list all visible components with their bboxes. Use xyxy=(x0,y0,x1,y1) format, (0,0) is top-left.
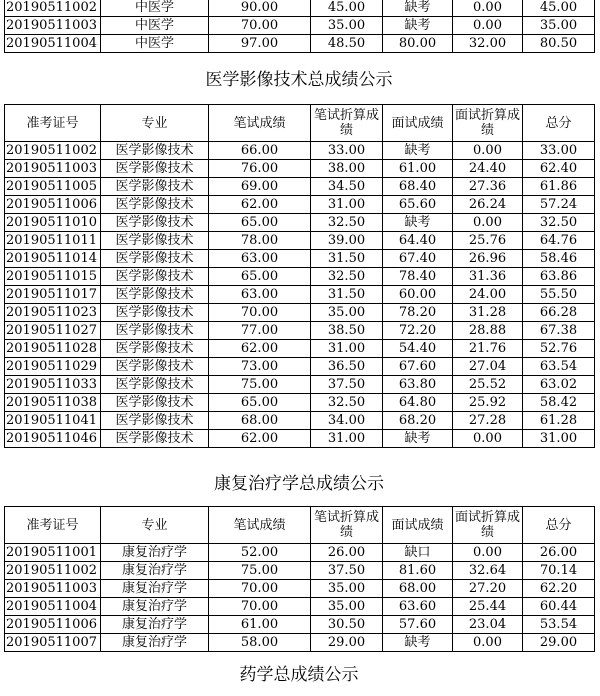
cell-written-converted: 30.50 xyxy=(311,616,383,634)
cell-major: 康复治疗学 xyxy=(101,616,209,634)
cell-written-converted: 31.00 xyxy=(311,340,383,358)
cell-interview-converted: 0.00 xyxy=(453,17,523,35)
cell-interview-score: 68.20 xyxy=(383,412,453,430)
cell-written-score: 70.00 xyxy=(209,598,311,616)
cell-interview-converted: 27.20 xyxy=(453,580,523,598)
cell-written-score: 65.00 xyxy=(209,214,311,232)
header-exam-id: 准考证号 xyxy=(5,507,101,544)
cell-interview-converted: 26.96 xyxy=(453,250,523,268)
cell-major: 医学影像技术 xyxy=(101,142,209,160)
cell-interview-score: 63.60 xyxy=(383,598,453,616)
cell-major: 中医学 xyxy=(101,0,209,17)
cell-total: 58.42 xyxy=(523,394,595,412)
cell-exam-id: 20190511011 xyxy=(5,232,101,250)
cell-total: 63.02 xyxy=(523,376,595,394)
table-row xyxy=(5,268,595,286)
cell-interview-score: 缺考 xyxy=(383,17,453,35)
cell-written-converted: 37.50 xyxy=(311,562,383,580)
cell-interview-score: 缺考 xyxy=(383,214,453,232)
cell-written-converted: 33.00 xyxy=(311,142,383,160)
cell-total: 35.00 xyxy=(523,17,595,35)
cell-exam-id: 20190511002 xyxy=(5,142,101,160)
cell-written-score: 73.00 xyxy=(209,358,311,376)
cell-major: 中医学 xyxy=(101,17,209,35)
cell-interview-score: 缺考 xyxy=(383,430,453,448)
cell-total: 58.46 xyxy=(523,250,595,268)
cell-interview-score: 64.80 xyxy=(383,394,453,412)
cell-major: 康复治疗学 xyxy=(101,544,209,562)
cell-interview-converted: 24.40 xyxy=(453,160,523,178)
cell-major: 医学影像技术 xyxy=(101,178,209,196)
cell-written-score: 76.00 xyxy=(209,160,311,178)
table-row xyxy=(5,430,595,448)
cell-exam-id: 20190511029 xyxy=(5,358,101,376)
cell-written-converted: 45.00 xyxy=(311,0,383,17)
cell-written-score: 52.00 xyxy=(209,544,311,562)
cell-interview-score: 60.00 xyxy=(383,286,453,304)
cell-interview-score: 缺口 xyxy=(383,544,453,562)
cell-interview-converted: 27.04 xyxy=(453,358,523,376)
cell-total: 53.54 xyxy=(523,616,595,634)
cell-interview-score: 61.00 xyxy=(383,160,453,178)
cell-exam-id: 20190511003 xyxy=(5,17,101,35)
table-row xyxy=(5,160,595,178)
cell-total: 63.54 xyxy=(523,358,595,376)
cell-written-converted: 39.00 xyxy=(311,232,383,250)
cell-major: 医学影像技术 xyxy=(101,322,209,340)
section-title-pharmacy: 药学总成绩公示 xyxy=(239,665,359,685)
cell-written-score: 68.00 xyxy=(209,412,311,430)
cell-interview-converted: 31.28 xyxy=(453,304,523,322)
cell-interview-score: 54.40 xyxy=(383,340,453,358)
cell-total: 67.38 xyxy=(523,322,595,340)
cell-major: 康复治疗学 xyxy=(101,580,209,598)
medical-imaging-table-body xyxy=(5,142,595,448)
cell-major: 医学影像技术 xyxy=(101,394,209,412)
cell-total: 57.24 xyxy=(523,196,595,214)
cell-major: 中医学 xyxy=(101,35,209,53)
cell-written-converted: 32.50 xyxy=(311,268,383,286)
cell-total: 70.14 xyxy=(523,562,595,580)
cell-total: 52.76 xyxy=(523,340,595,358)
cell-written-score: 78.00 xyxy=(209,232,311,250)
cell-written-converted: 34.50 xyxy=(311,178,383,196)
rehabilitation-score-table xyxy=(4,506,595,652)
cell-total: 55.50 xyxy=(523,286,595,304)
cell-written-converted: 36.50 xyxy=(311,358,383,376)
cell-major: 康复治疗学 xyxy=(101,562,209,580)
table-row xyxy=(5,358,595,376)
cell-written-converted: 38.50 xyxy=(311,322,383,340)
cell-written-converted: 26.00 xyxy=(311,544,383,562)
cell-written-converted: 34.00 xyxy=(311,412,383,430)
cell-exam-id: 20190511028 xyxy=(5,340,101,358)
cell-interview-score: 68.40 xyxy=(383,178,453,196)
medical-imaging-score-table xyxy=(4,104,595,448)
cell-interview-score: 81.60 xyxy=(383,562,453,580)
cell-interview-converted: 24.00 xyxy=(453,286,523,304)
header-row xyxy=(5,507,595,544)
cell-interview-converted: 23.04 xyxy=(453,616,523,634)
header-major: 专业 xyxy=(101,105,209,142)
cell-major: 医学影像技术 xyxy=(101,304,209,322)
cell-exam-id: 20190511010 xyxy=(5,214,101,232)
cell-interview-converted: 32.64 xyxy=(453,562,523,580)
cell-written-converted: 35.00 xyxy=(311,304,383,322)
cell-interview-score: 64.40 xyxy=(383,232,453,250)
cell-interview-converted: 27.36 xyxy=(453,178,523,196)
cell-total: 31.00 xyxy=(523,430,595,448)
top-score-table xyxy=(4,0,595,53)
cell-interview-score: 缺考 xyxy=(383,142,453,160)
cell-exam-id: 20190511046 xyxy=(5,430,101,448)
cell-total: 45.00 xyxy=(523,0,595,17)
cell-written-score: 61.00 xyxy=(209,616,311,634)
cell-written-score: 75.00 xyxy=(209,376,311,394)
table-row xyxy=(5,214,595,232)
cell-written-converted: 31.00 xyxy=(311,196,383,214)
cell-exam-id: 20190511027 xyxy=(5,322,101,340)
cell-exam-id: 20190511038 xyxy=(5,394,101,412)
table-row xyxy=(5,340,595,358)
table-row xyxy=(5,250,595,268)
cell-written-score: 70.00 xyxy=(209,17,311,35)
cell-exam-id: 20190511033 xyxy=(5,376,101,394)
cell-written-converted: 32.50 xyxy=(311,394,383,412)
table-row xyxy=(5,580,595,598)
table-header xyxy=(5,105,595,142)
cell-exam-id: 20190511003 xyxy=(5,160,101,178)
cell-exam-id: 20190511015 xyxy=(5,268,101,286)
cell-written-score: 63.00 xyxy=(209,250,311,268)
cell-total: 63.86 xyxy=(523,268,595,286)
header-exam-id: 准考证号 xyxy=(5,105,101,142)
cell-written-converted: 38.00 xyxy=(311,160,383,178)
cell-exam-id: 20190511006 xyxy=(5,196,101,214)
table-row xyxy=(5,232,595,250)
cell-total: 62.20 xyxy=(523,580,595,598)
cell-written-converted: 35.00 xyxy=(311,598,383,616)
header-interview-converted: 面试折算成绩 xyxy=(453,507,523,544)
header-written-converted: 笔试折算成绩 xyxy=(311,105,383,142)
cell-major: 医学影像技术 xyxy=(101,286,209,304)
table-row xyxy=(5,412,595,430)
header-written-converted: 笔试折算成绩 xyxy=(311,507,383,544)
cell-major: 医学影像技术 xyxy=(101,232,209,250)
cell-total: 26.00 xyxy=(523,544,595,562)
cell-total: 66.28 xyxy=(523,304,595,322)
cell-written-converted: 31.00 xyxy=(311,430,383,448)
cell-interview-score: 68.00 xyxy=(383,580,453,598)
cell-major: 康复治疗学 xyxy=(101,598,209,616)
header-major: 专业 xyxy=(101,507,209,544)
cell-major: 医学影像技术 xyxy=(101,430,209,448)
cell-interview-score: 65.60 xyxy=(383,196,453,214)
cell-interview-converted: 21.76 xyxy=(453,340,523,358)
cell-written-converted: 48.50 xyxy=(311,35,383,53)
table-row xyxy=(5,196,595,214)
header-written-score: 笔试成绩 xyxy=(209,507,311,544)
cell-total: 33.00 xyxy=(523,142,595,160)
cell-written-converted: 37.50 xyxy=(311,376,383,394)
header-interview-converted: 面试折算成绩 xyxy=(453,105,523,142)
cell-exam-id: 20190511006 xyxy=(5,616,101,634)
cell-written-score: 63.00 xyxy=(209,286,311,304)
cell-major: 医学影像技术 xyxy=(101,250,209,268)
header-interview-score: 面试成绩 xyxy=(383,105,453,142)
table-row xyxy=(5,394,595,412)
cell-written-score: 62.00 xyxy=(209,196,311,214)
cell-exam-id: 20190511014 xyxy=(5,250,101,268)
cell-interview-converted: 0.00 xyxy=(453,634,523,652)
cell-written-converted: 35.00 xyxy=(311,580,383,598)
cell-interview-converted: 0.00 xyxy=(453,430,523,448)
cell-interview-score: 80.00 xyxy=(383,35,453,53)
cell-exam-id: 20190511001 xyxy=(5,544,101,562)
cell-written-score: 62.00 xyxy=(209,340,311,358)
cell-exam-id: 20190511007 xyxy=(5,634,101,652)
header-interview-score: 面试成绩 xyxy=(383,507,453,544)
table-row xyxy=(5,598,595,616)
table-row xyxy=(5,616,595,634)
table-row xyxy=(5,376,595,394)
cell-written-converted: 35.00 xyxy=(311,17,383,35)
cell-major: 医学影像技术 xyxy=(101,340,209,358)
cell-major: 医学影像技术 xyxy=(101,376,209,394)
cell-total: 62.40 xyxy=(523,160,595,178)
cell-major: 医学影像技术 xyxy=(101,412,209,430)
cell-written-converted: 29.00 xyxy=(311,634,383,652)
cell-exam-id: 20190511004 xyxy=(5,598,101,616)
top-table-body xyxy=(5,0,595,53)
cell-written-score: 58.00 xyxy=(209,634,311,652)
cell-interview-score: 78.40 xyxy=(383,268,453,286)
cell-written-score: 65.00 xyxy=(209,268,311,286)
header-total: 总分 xyxy=(523,507,595,544)
cell-exam-id: 20190511023 xyxy=(5,304,101,322)
cell-major: 康复治疗学 xyxy=(101,634,209,652)
table-row xyxy=(5,178,595,196)
cell-interview-score: 缺考 xyxy=(383,0,453,17)
cell-written-score: 69.00 xyxy=(209,178,311,196)
cell-exam-id: 20190511017 xyxy=(5,286,101,304)
cell-written-converted: 32.50 xyxy=(311,214,383,232)
cell-total: 29.00 xyxy=(523,634,595,652)
cell-interview-converted: 27.28 xyxy=(453,412,523,430)
cell-total: 61.28 xyxy=(523,412,595,430)
cell-written-score: 65.00 xyxy=(209,394,311,412)
cell-interview-score: 72.20 xyxy=(383,322,453,340)
section-title-medical-imaging: 医学影像技术总成绩公示 xyxy=(205,70,393,90)
cell-interview-converted: 31.36 xyxy=(453,268,523,286)
header-total: 总分 xyxy=(523,105,595,142)
header-written-score: 笔试成绩 xyxy=(209,105,311,142)
cell-exam-id: 20190511003 xyxy=(5,580,101,598)
table-row xyxy=(5,17,595,35)
cell-interview-converted: 32.00 xyxy=(453,35,523,53)
cell-major: 医学影像技术 xyxy=(101,160,209,178)
cell-written-score: 66.00 xyxy=(209,142,311,160)
cell-total: 64.76 xyxy=(523,232,595,250)
cell-exam-id: 20190511002 xyxy=(5,562,101,580)
table-row xyxy=(5,322,595,340)
table-row xyxy=(5,142,595,160)
cell-total: 80.50 xyxy=(523,35,595,53)
cell-written-score: 97.00 xyxy=(209,35,311,53)
cell-major: 医学影像技术 xyxy=(101,358,209,376)
cell-interview-converted: 0.00 xyxy=(453,214,523,232)
cell-major: 医学影像技术 xyxy=(101,268,209,286)
table-row xyxy=(5,634,595,652)
cell-interview-converted: 25.76 xyxy=(453,232,523,250)
cell-major: 医学影像技术 xyxy=(101,214,209,232)
table-row xyxy=(5,304,595,322)
section-title-rehabilitation: 康复治疗学总成绩公示 xyxy=(214,474,384,494)
rehabilitation-table-body xyxy=(5,544,595,652)
header-row xyxy=(5,105,595,142)
table-header xyxy=(5,507,595,544)
cell-written-score: 77.00 xyxy=(209,322,311,340)
cell-written-score: 70.00 xyxy=(209,580,311,598)
cell-exam-id: 20190511005 xyxy=(5,178,101,196)
cell-interview-converted: 0.00 xyxy=(453,544,523,562)
cell-exam-id: 20190511004 xyxy=(5,35,101,53)
cell-written-score: 70.00 xyxy=(209,304,311,322)
cell-written-score: 90.00 xyxy=(209,0,311,17)
cell-exam-id: 20190511041 xyxy=(5,412,101,430)
cell-interview-converted: 25.44 xyxy=(453,598,523,616)
cell-interview-score: 67.40 xyxy=(383,250,453,268)
cell-total: 61.86 xyxy=(523,178,595,196)
cell-interview-score: 67.60 xyxy=(383,358,453,376)
cell-interview-score: 57.60 xyxy=(383,616,453,634)
table-row xyxy=(5,286,595,304)
cell-total: 60.44 xyxy=(523,598,595,616)
cell-written-score: 75.00 xyxy=(209,562,311,580)
cell-interview-score: 78.20 xyxy=(383,304,453,322)
cell-major: 医学影像技术 xyxy=(101,196,209,214)
cell-interview-converted: 28.88 xyxy=(453,322,523,340)
cell-written-converted: 31.50 xyxy=(311,250,383,268)
cell-written-score: 62.00 xyxy=(209,430,311,448)
table-row xyxy=(5,0,595,17)
cell-interview-converted: 25.92 xyxy=(453,394,523,412)
cell-interview-score: 63.80 xyxy=(383,376,453,394)
cell-interview-converted: 26.24 xyxy=(453,196,523,214)
cell-interview-converted: 0.00 xyxy=(453,142,523,160)
cell-written-converted: 31.50 xyxy=(311,286,383,304)
table-row xyxy=(5,544,595,562)
cell-interview-converted: 0.00 xyxy=(453,0,523,17)
table-row xyxy=(5,35,595,53)
table-row xyxy=(5,562,595,580)
cell-interview-score: 缺考 xyxy=(383,634,453,652)
cell-interview-converted: 25.52 xyxy=(453,376,523,394)
cell-total: 32.50 xyxy=(523,214,595,232)
cell-exam-id: 20190511002 xyxy=(5,0,101,17)
